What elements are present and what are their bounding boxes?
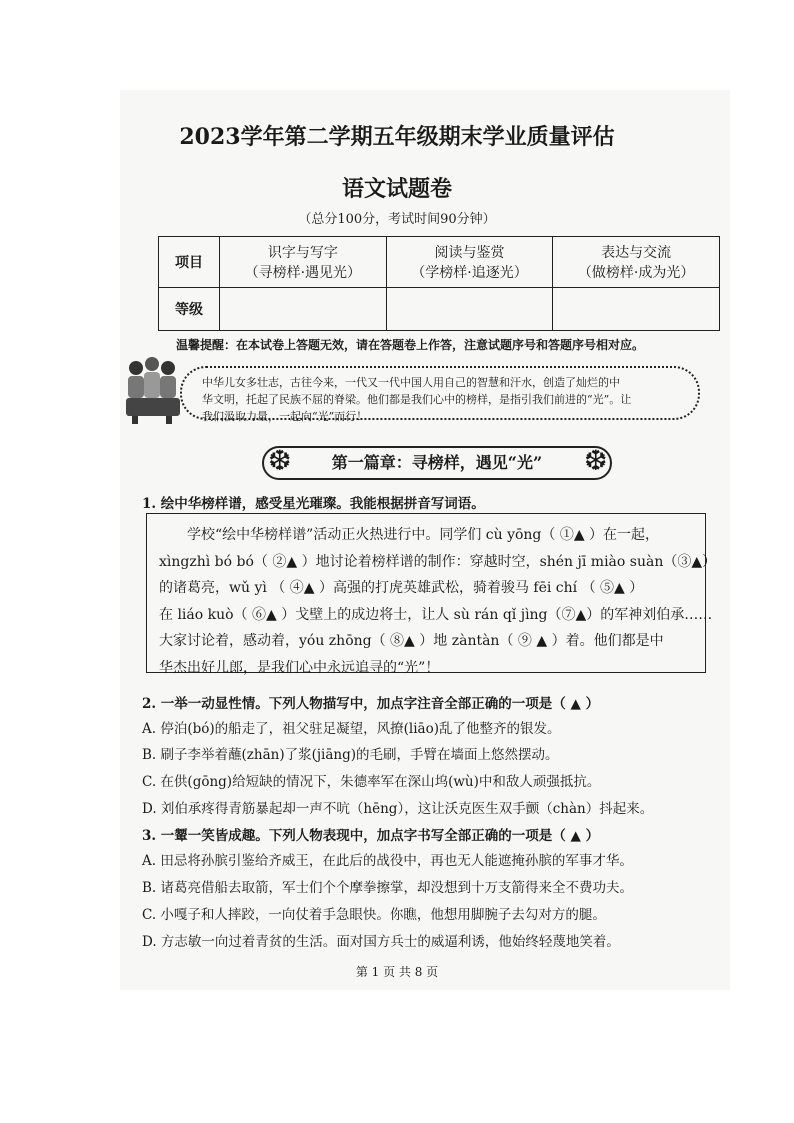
col-2-line2: （学榜样·追逐光） bbox=[411, 265, 528, 281]
exam-note: （总分100分，考试时间90分钟） bbox=[298, 212, 496, 227]
col-1-line1: 识字与写字 bbox=[267, 245, 338, 261]
grade-table-row-label: 等级 bbox=[159, 288, 220, 331]
left-cloud-ornament-icon: ❆ bbox=[268, 444, 292, 477]
question-3-option-d: D. 方志敏一向过着青贫的生活。面对国方兵士的威逼利诱，他始终轻蔑地笑着。 bbox=[142, 934, 620, 950]
col-2-line1: 阅读与鉴赏 bbox=[434, 245, 505, 261]
passage-line: xìngzhì bó bó（ ②▲ ）地讨论着榜样谱的制作：穿越时空，shén jī miào suàn（③▲） bbox=[159, 553, 717, 570]
exam-subtitle: 语文试题卷 bbox=[341, 176, 452, 202]
grade-table-col-2 bbox=[386, 237, 553, 288]
question-1-passage bbox=[146, 513, 717, 676]
grade-table-col-1 bbox=[220, 237, 387, 288]
reminder-text: 温馨提醒：在本试卷上答题无效，请在答题卷上作答，注意试题序号和答题序号相对应。 bbox=[176, 338, 645, 352]
passage-line: 在 liáo kuò（ ⑥▲ ）戈壁上的成边将士，让人 sù rán qǐ jìng（⑦▲）的军神刘伯承…… bbox=[159, 606, 713, 623]
grade-table-col-3 bbox=[553, 237, 720, 288]
grade-table bbox=[158, 236, 720, 331]
question-2-stem: 2. 一举一动显性情。下列人物描写中，加点字注音全部正确的一项是（ ▲ ） bbox=[142, 696, 600, 712]
question-3-option-c: C. 小嘎子和人摔跤，一向仗着手急眼快。你瞧，他想用脚腕子去勾对方的腿。 bbox=[142, 907, 606, 923]
col-3-line1: 表达与交流 bbox=[601, 245, 672, 261]
grade-cell-3 bbox=[553, 288, 720, 331]
col-1-line2: （寻榜样·遇见光） bbox=[244, 265, 362, 281]
passage-line: 华杰出好儿郎，是我们心中永远追寻的“光”！ bbox=[159, 659, 440, 676]
col-3-line2: （做榜样·成为光） bbox=[577, 265, 695, 281]
question-2-option-b: B. 刷子李举着蘸(zhān)了浆(jiāng)的毛刷，手臂在墙面上悠然摆动。 bbox=[142, 747, 559, 763]
grade-cell-1 bbox=[220, 288, 387, 331]
question-2-option-a: A. 停泊(bó)的船走了，祖父驻足凝望，风撩(liāo)乱了他整齐的银发。 bbox=[142, 721, 561, 737]
intro-line: 我们汲取力量，一起向“光”而行！ bbox=[202, 410, 368, 423]
passage-line: 的诸葛亮，wǔ yì （ ④▲ ）高强的打虎英雄武松，骑着骏马 fēi chí （ ⑤▲ ） bbox=[159, 580, 644, 596]
children-illustration-icon bbox=[122, 354, 184, 426]
intro-line: 华文明，托起了民族不屈的脊梁。他们都是我们心中的榜样，是指引我们前进的“光”。让 bbox=[202, 393, 632, 406]
question-2-option-d: D. 刘伯承疼得青筋暴起却一声不吭（hēng），这让沃克医生双手颤（chàn）抖起来。 bbox=[142, 801, 654, 817]
intro-line: 中华儿女多壮志，古往今来，一代又一代中国人用自己的智慧和汗水，创造了灿烂的中 bbox=[202, 376, 620, 389]
question-1-stem: 1. 绘中华榜样谱，感受星光璀璨。我能根据拼音写词语。 bbox=[142, 496, 485, 512]
grade-cell-2 bbox=[386, 288, 553, 331]
grade-table-header-item: 项目 bbox=[159, 237, 220, 288]
right-cloud-ornament-icon: ❆ bbox=[584, 444, 608, 477]
chapter-banner: 第一篇章：寻榜样，遇见“光” bbox=[262, 446, 612, 480]
question-2-option-c: C. 在供(gōng)给短缺的情况下，朱德率军在深山坞(wù)中和敌人顽强抵抗。 bbox=[142, 774, 601, 790]
question-3-stem: 3. 一颦一笑皆成趣。下列人物表现中，加点字书写全部正确的一项是（ ▲ ） bbox=[142, 828, 600, 844]
exam-title: 2023学年第二学期五年级期末学业质量评估 bbox=[179, 124, 615, 150]
passage-line: 大家讨论着，感动着，yóu zhōng（ ⑧▲ ）地 zàntàn（ ⑨ ▲ ）着。他们都是中 bbox=[159, 633, 664, 649]
question-3-option-b: B. 诸葛亮借船去取箭，军士们个个摩拳擦掌，却没想到十万支箭得来全不费功夫。 bbox=[142, 880, 634, 896]
intro-speech-bubble bbox=[180, 366, 700, 423]
passage-line: 学校“绘中华榜样谱”活动正火热进行中。同学们 cù yōng（ ①▲ ）在一起， bbox=[187, 527, 660, 543]
question-3-option-a: A. 田忌将孙膑引鉴给齐威王，在此后的战役中，再也无人能遮掩孙膑的军事才华。 bbox=[142, 853, 633, 869]
page-footer: 第 1 页 共 8 页 bbox=[355, 965, 439, 979]
